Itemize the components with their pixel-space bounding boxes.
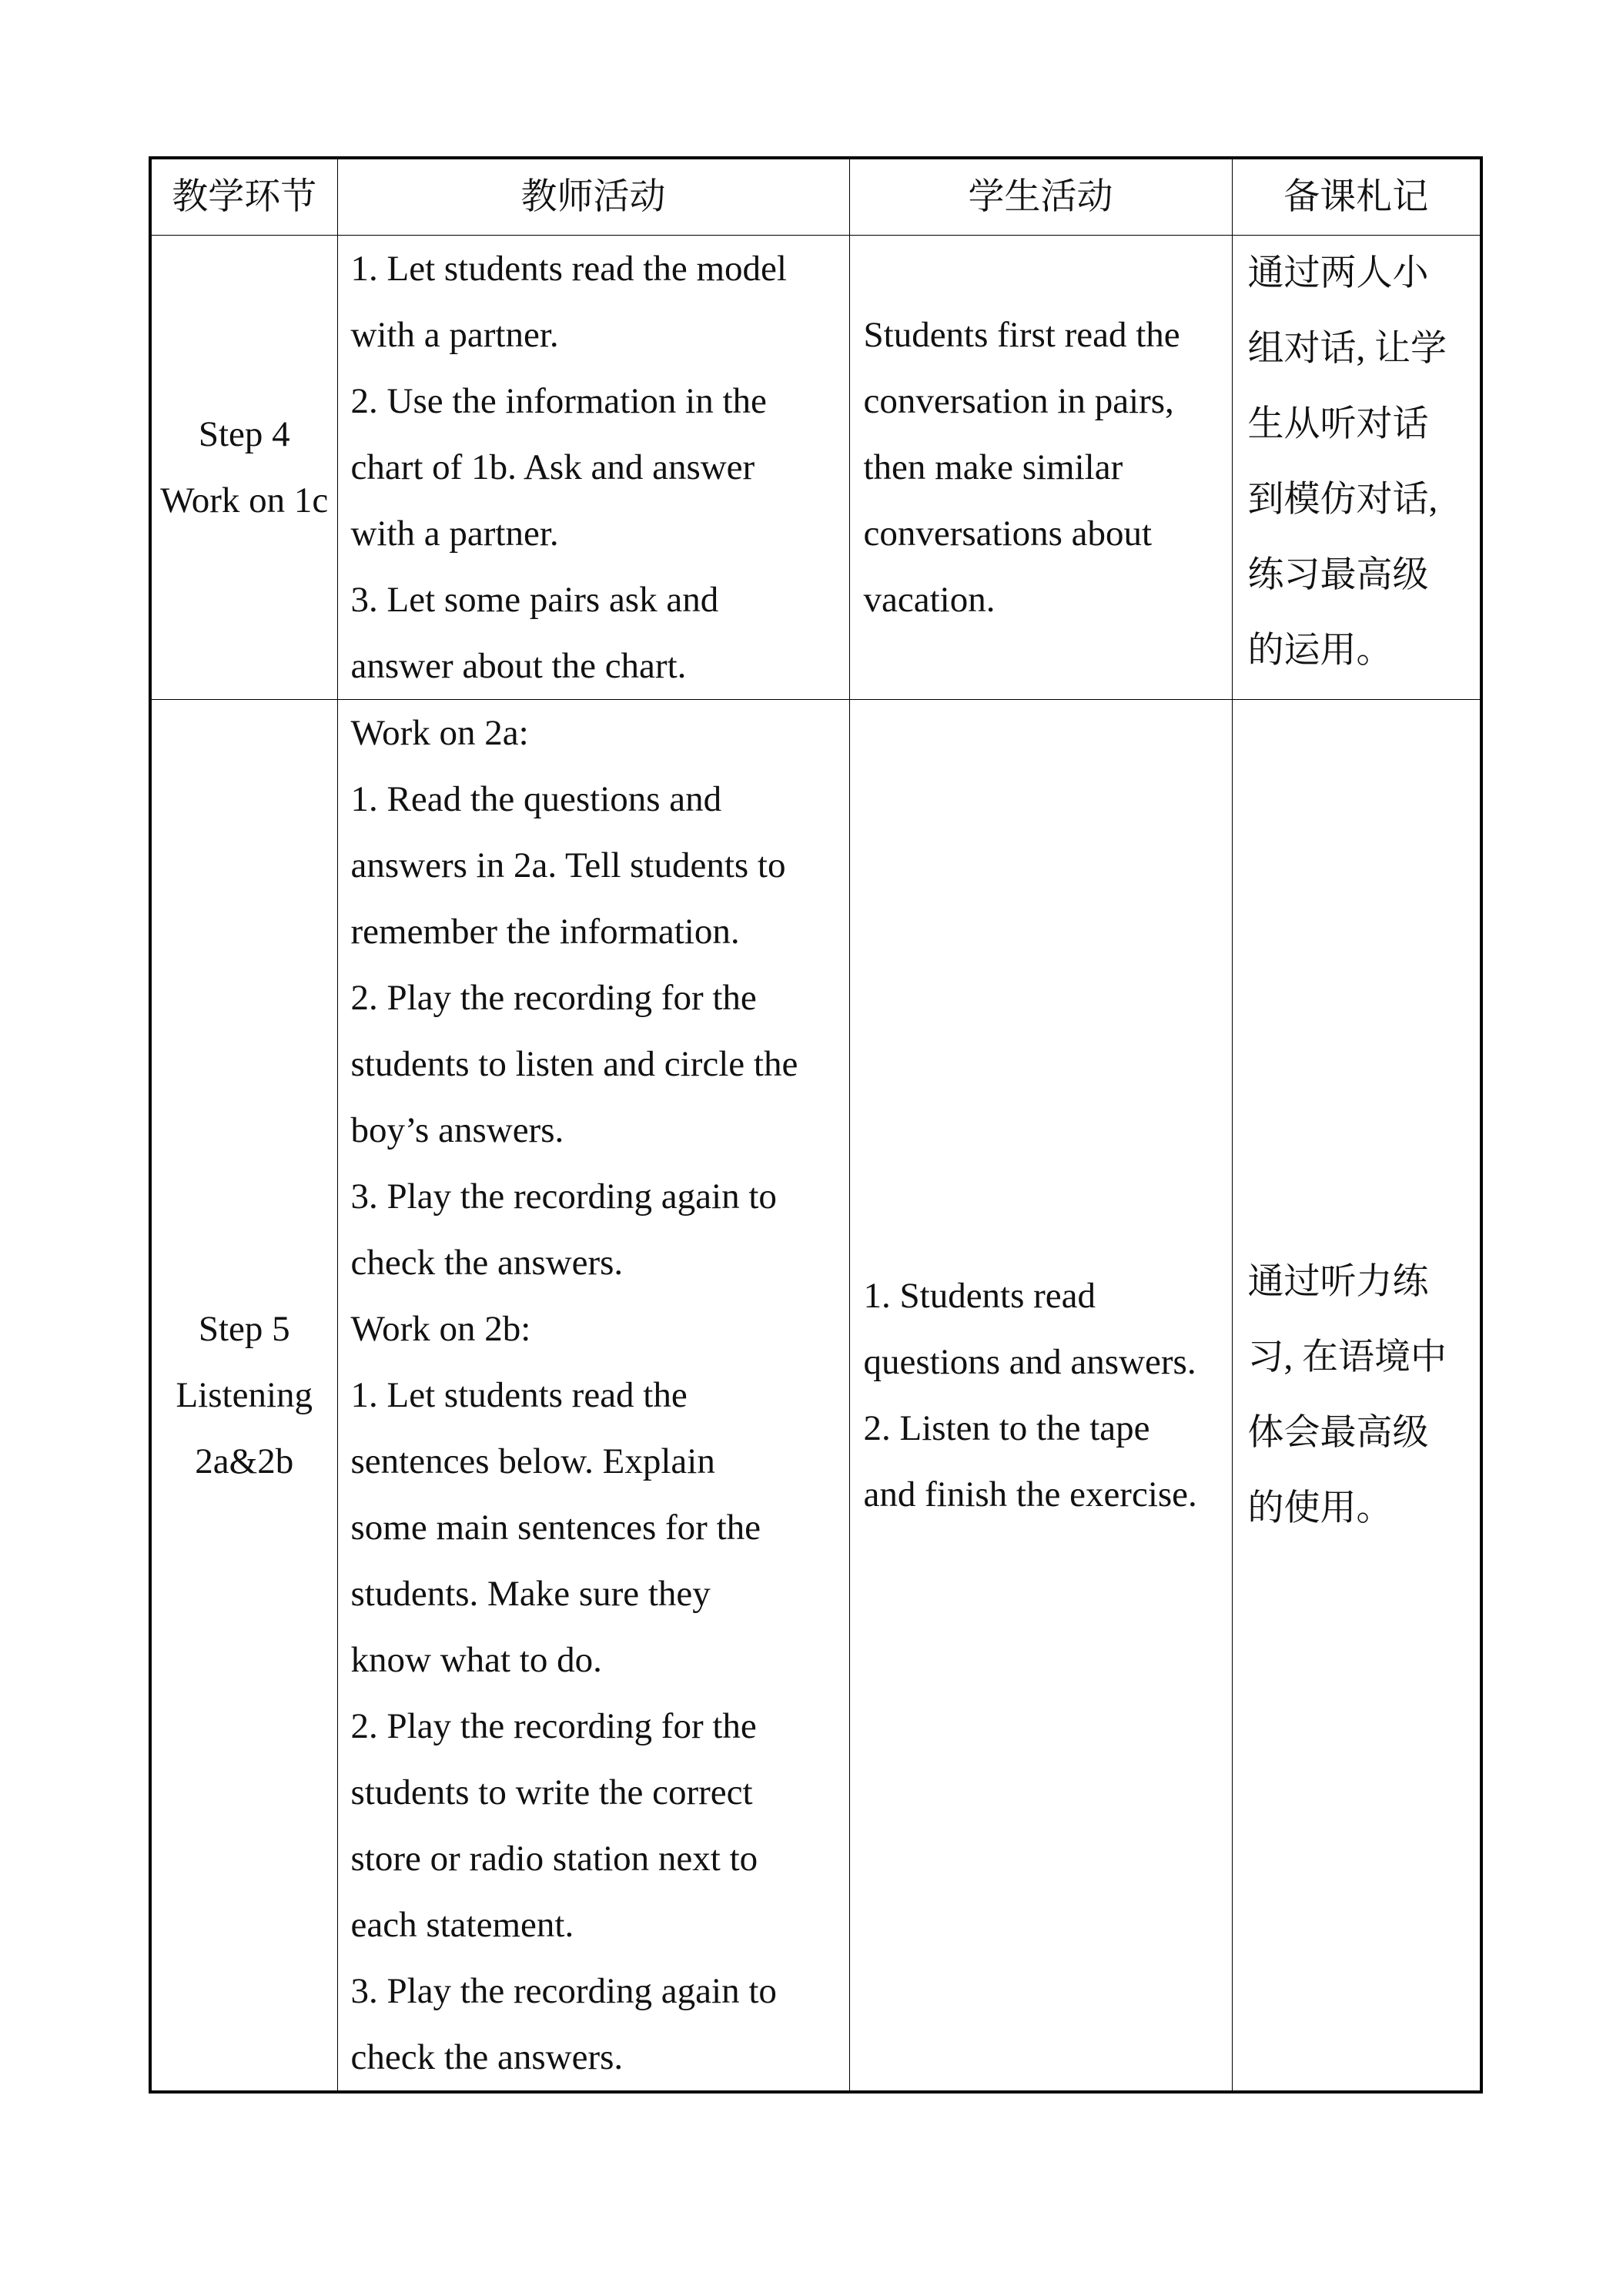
teacher-line: students. Make sure they: [350, 1574, 711, 1614]
teacher-line: 2. Use the information in the: [350, 381, 767, 421]
teacher-line: 1. Read the questions and: [350, 779, 722, 819]
note-line: 的运用。: [1247, 631, 1393, 671]
student-activity-cell: [849, 236, 1232, 700]
student-line: questions and answers.: [863, 1342, 1196, 1382]
note-line: 生从听对话: [1247, 404, 1429, 444]
step-cell: [150, 236, 337, 700]
teacher-activity-cell: [337, 700, 849, 2093]
teacher-line: 3. Let some pairs ask and: [350, 580, 719, 620]
student-activity-cell: [849, 700, 1232, 2093]
table-row: [150, 236, 1481, 700]
note-line: 体会最高级: [1247, 1413, 1429, 1453]
teacher-line: check the answers.: [350, 2037, 624, 2077]
teacher-line: check the answers.: [350, 1243, 624, 1283]
teacher-line: some main sentences for the: [350, 1508, 761, 1548]
teacher-line: remember the information.: [350, 912, 740, 952]
note-line: 到模仿对话,: [1247, 480, 1438, 520]
student-line: vacation.: [863, 580, 996, 620]
student-line: conversation in pairs,: [863, 381, 1174, 421]
teacher-line: know what to do.: [350, 1640, 602, 1680]
teacher-line: answer about the chart.: [350, 646, 687, 686]
student-line: 2. Listen to the tape: [863, 1408, 1150, 1448]
teacher-line: 2. Play the recording for the: [350, 1706, 757, 1746]
lesson-plan-table: [149, 156, 1483, 2094]
teacher-line: 2. Play the recording for the: [350, 978, 757, 1018]
note-line: 的使用。: [1247, 1488, 1393, 1528]
teacher-line: Work on 2b:: [350, 1309, 531, 1349]
teacher-line: students to write the correct: [350, 1772, 753, 1812]
teacher-line: chart of 1b. Ask and answer: [350, 447, 755, 487]
teacher-line: with a partner.: [350, 514, 559, 554]
student-line: Students first read the: [863, 315, 1180, 355]
header-prep-notes: 备课札记: [1232, 158, 1481, 236]
student-line: then make similar: [863, 447, 1123, 487]
student-line: and finish the exercise.: [863, 1474, 1197, 1514]
step-label: Step 5: [198, 1309, 290, 1349]
teacher-line: store or radio station next to: [350, 1839, 758, 1879]
note-line: 习, 在语境中: [1247, 1337, 1447, 1377]
step-title: Work on 1c: [160, 480, 329, 520]
prep-notes-cell: [1232, 236, 1481, 700]
student-line: 1. Students read: [863, 1276, 1096, 1316]
teacher-line: 1. Let students read the model: [350, 249, 787, 289]
teacher-line: sentences below. Explain: [350, 1441, 715, 1481]
note-line: 通过听力练: [1247, 1262, 1429, 1302]
teacher-line: students to listen and circle the: [350, 1044, 798, 1084]
step-title: Listening: [176, 1375, 313, 1415]
prep-notes-cell: [1232, 700, 1481, 2093]
teacher-line: each statement.: [350, 1905, 574, 1945]
teacher-line: answers in 2a. Tell students to: [350, 845, 786, 885]
step-title: 2a&2b: [195, 1441, 294, 1481]
header-row: [150, 158, 1481, 236]
header-teaching-stage: 教学环节: [150, 158, 337, 236]
teacher-activity-cell: [337, 236, 849, 700]
teacher-line: with a partner.: [350, 315, 559, 355]
step-label: Step 4: [198, 414, 290, 454]
teacher-line: 1. Let students read the: [350, 1375, 688, 1415]
header-teacher-activity: 教师活动: [337, 158, 849, 236]
teacher-line: Work on 2a:: [350, 713, 529, 753]
step-cell: [150, 700, 337, 2093]
teacher-line: boy’s answers.: [350, 1110, 564, 1150]
note-line: 练习最高级: [1247, 555, 1429, 595]
note-line: 组对话, 让学: [1247, 329, 1447, 369]
table-row: [150, 700, 1481, 2093]
note-line: 通过两人小: [1247, 253, 1429, 293]
student-line: conversations about: [863, 514, 1153, 554]
teacher-line: 3. Play the recording again to: [350, 1176, 777, 1217]
teacher-line: 3. Play the recording again to: [350, 1971, 777, 2011]
header-student-activity: 学生活动: [849, 158, 1232, 236]
